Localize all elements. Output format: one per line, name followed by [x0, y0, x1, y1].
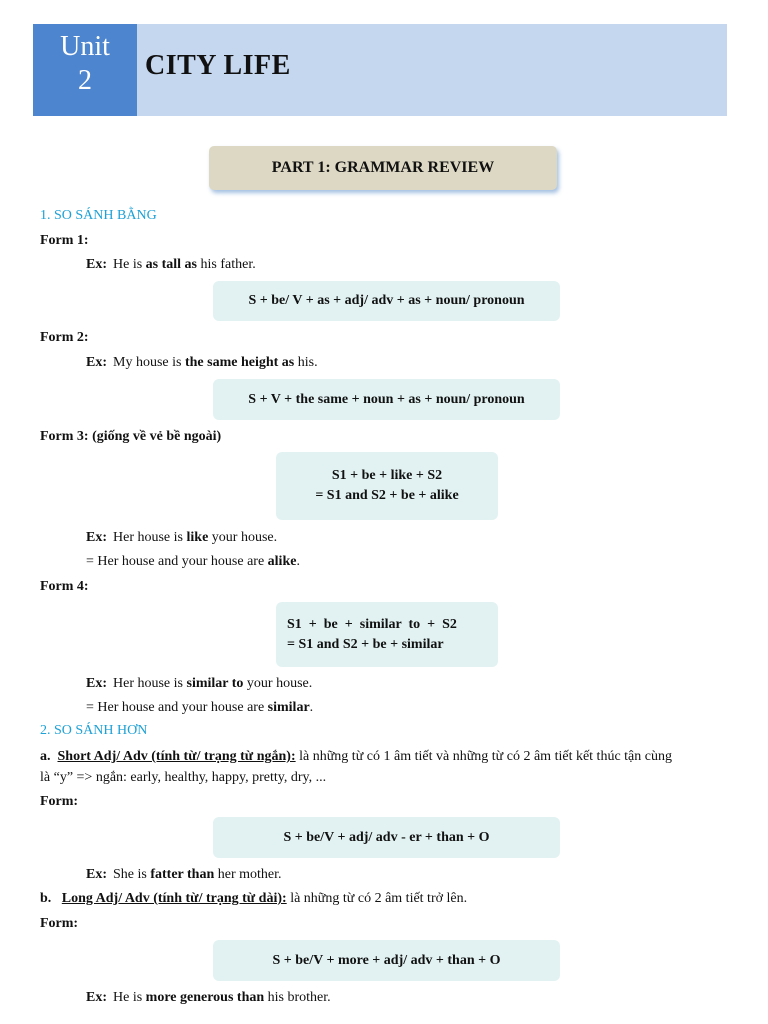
unit-word: Unit	[60, 31, 110, 62]
form3-example: Ex: Her house is like your house.	[86, 530, 278, 545]
form1-formula: S + be/ V + as + adj/ adv + as + noun/ pronoun	[213, 281, 560, 321]
part-title: PART 1: GRAMMAR REVIEW	[209, 146, 557, 190]
form1-example: Ex: He is as tall as his father.	[86, 257, 256, 272]
form4-example-2: = Her house and your house are similar.	[86, 700, 314, 715]
form4-example: Ex: Her house is similar to your house.	[86, 676, 313, 691]
short-adj-formula: S + be/V + adj/ adv - er + than + O	[213, 817, 560, 858]
form4-label: Form 4:	[40, 579, 89, 594]
short-adj-definition: a. Short Adj/ Adv (tính từ/ trạng từ ngắn): là những từ có 1 âm tiết và những từ có 2 âm tiết kết thúc tận cùng	[40, 749, 672, 764]
short-adj-example: Ex: She is fatter than her mother.	[86, 867, 282, 882]
long-adj-example: Ex: He is more generous than his brother.	[86, 990, 331, 1005]
form1-label: Form 1:	[40, 233, 89, 248]
form2-example: Ex: My house is the same height as his.	[86, 355, 318, 370]
long-adj-form-label: Form:	[40, 916, 79, 931]
long-adj-definition: b. Long Adj/ Adv (tính từ/ trạng từ dài): là những từ có 2 âm tiết trở lên.	[40, 891, 468, 906]
form3-formula: S1 + be + like + S2 = S1 and S2 + be + alike	[276, 452, 498, 520]
unit-header	[33, 24, 727, 116]
form2-formula: S + V + the same + noun + as + noun/ pronoun	[213, 379, 560, 420]
form3-label: Form 3: (giống về vẻ bề ngoài)	[40, 429, 222, 444]
unit-number: 2	[78, 65, 92, 96]
form4-formula: S1 + be + similar to + S2 = S1 and S2 + be + similar	[276, 602, 498, 667]
section-heading-comparative: 2. SO SÁNH HƠN	[40, 723, 148, 738]
unit-number-box	[33, 24, 137, 116]
short-adj-form-label: Form:	[40, 794, 79, 809]
short-adj-definition-2: là “y” => ngắn: early, healthy, happy, pretty, dry, ...	[40, 770, 327, 785]
form2-label: Form 2:	[40, 330, 89, 345]
unit-title: CITY LIFE	[145, 50, 291, 81]
section-heading-comparison-equal: 1. SO SÁNH BẰNG	[40, 208, 157, 223]
form3-example-2: = Her house and your house are alike.	[86, 554, 300, 569]
long-adj-formula: S + be/V + more + adj/ adv + than + O	[213, 940, 560, 981]
